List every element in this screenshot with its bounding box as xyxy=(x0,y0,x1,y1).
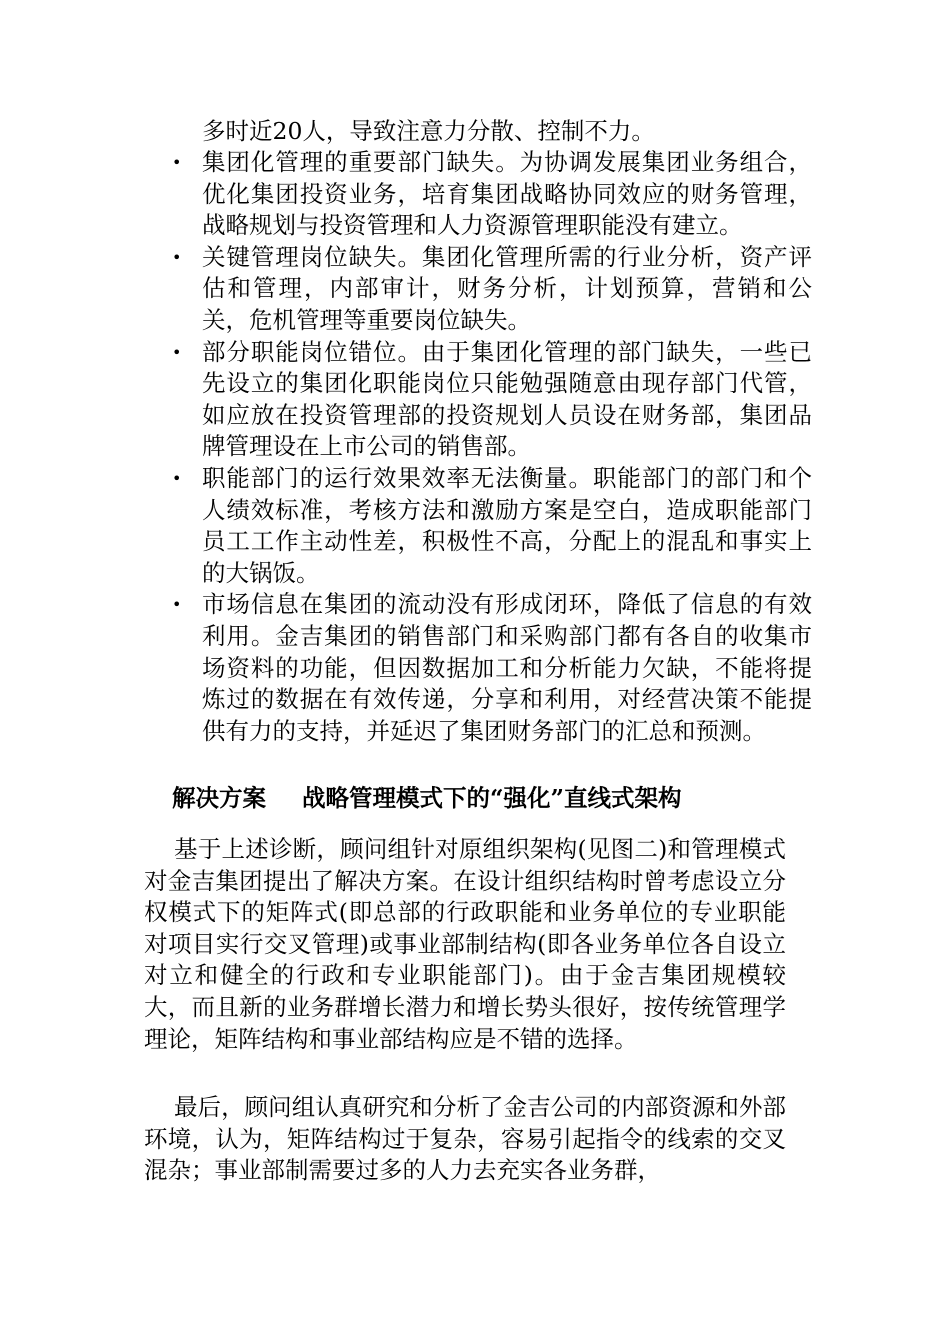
list-item-text: 职能部门的运行效果效率无法衡量。职能部门的部门和个人绩效标准，考核方法和激励方案是空白，造成职能部门员工工作主动性差，积极性不高，分配上的混乱和事实上的大锅饭。 xyxy=(202,463,812,587)
bullet-icon: • xyxy=(172,247,182,267)
section-heading xyxy=(172,783,812,815)
continuation-text: 多时近20人，导致注意力分散、控制不力。 xyxy=(202,117,655,145)
list-item xyxy=(172,147,812,242)
bullet-icon: • xyxy=(172,342,182,362)
list-item-text: 部分职能岗位错位。由于集团化管理的部门缺失，一些已先设立的集团化职能岗位只能勉强随意由现存部门代管，如应放在投资管理部的投资规划人员设在财务部，集团品牌管理设在上市公司的销售部。 xyxy=(202,337,812,461)
bullet-icon: • xyxy=(172,468,182,488)
list-item xyxy=(172,589,812,747)
section-label: 解决方案 xyxy=(172,784,266,812)
body-paragraph: 最后，顾问组认真研究和分析了金吉公司的内部资源和外部环境，认为，矩阵结构过于复杂，容易引起指令的线索的交叉混杂；事业部制需要过多的人力去充实各业务群， xyxy=(144,1093,786,1185)
list-item-text: 市场信息在集团的流动没有形成闭环，降低了信息的有效利用。金吉集团的销售部门和采购部门都有各自的收集市场资料的功能，但因数据加工和分析能力欠缺，不能将提炼过的数据在有效传递，分享和利用，对经营决策不能提供有力的支持，并延迟了集团财务部门的汇总和预测。 xyxy=(202,590,812,745)
bullet-icon: • xyxy=(172,595,182,615)
list-item xyxy=(172,242,812,337)
body-paragraph: 基于上述诊断，顾问组针对原组织架构(见图二)和管理模式对金吉集团提出了解决方案。在设计组织结构时曾考虑设立分权模式下的矩阵式(即总部的行政职能和业务单位的专业职能对项目实行交叉管理)或事业部制结构(即各业务单位各自设立对立和健全的行政和专业职能部门)。由于金吉集团规模较大，而且新的业务群增长潜力和增长势头很好，按传统管理学理论，矩阵结构和事业部结构应是不错的选择。 xyxy=(144,835,786,1053)
list-item-text: 集团化管理的重要部门缺失。为协调发展集团业务组合，优化集团投资业务，培育集团战略协同效应的财务管理，战略规划与投资管理和人力资源管理职能没有建立。 xyxy=(202,148,812,240)
list-item-text: 关键管理岗位缺失。集团化管理所需的行业分析，资产评估和管理，内部审计，财务分析，计划预算，营销和公关，危机管理等重要岗位缺失。 xyxy=(202,242,812,334)
bullet-icon: • xyxy=(172,153,182,172)
list-item xyxy=(172,463,812,589)
section-title: 战略管理模式下的“强化”直线式架构 xyxy=(302,784,682,812)
bullet-list xyxy=(172,147,812,747)
list-item xyxy=(172,337,812,463)
